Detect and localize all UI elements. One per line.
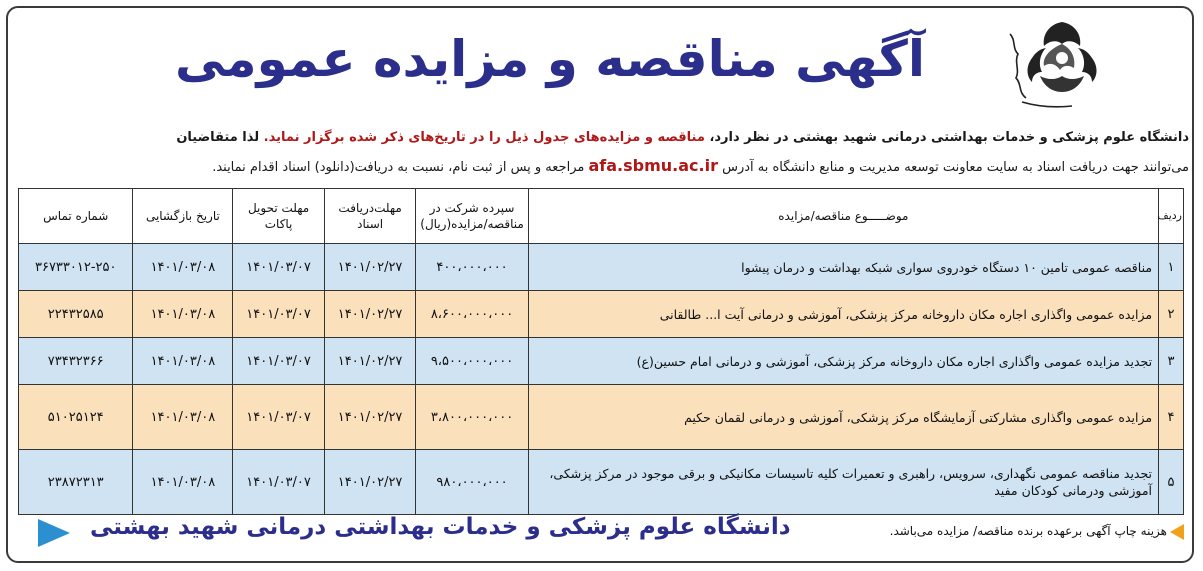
footer-university-name: دانشگاه علوم پزشکی و خدمات بهداشتی درمانی شهید بهشتی xyxy=(90,514,791,540)
intro-text-2a: می‌توانند جهت دریافت اسناد به سایت معاونت توسعه مدیریت و منابع دانشگاه به آدرس xyxy=(722,160,1189,175)
tenders-table xyxy=(18,188,1184,515)
footer-note: هزینه چاپ آگهی برعهده برنده مناقصه/ مزایده می‌باشد. xyxy=(889,524,1167,538)
row-phone: ۷۳۴۳۲۳۶۶ xyxy=(19,338,133,385)
row-opening-date: ۱۴۰۱/۰۳/۰۸ xyxy=(133,338,233,385)
intro-line-2 xyxy=(19,156,1189,178)
table-row xyxy=(19,291,1184,338)
header-subject: موضـــــوع مناقصه/مزایده xyxy=(528,189,1158,244)
row-index: ۱ xyxy=(1159,244,1184,291)
row-opening-date: ۱۴۰۱/۰۳/۰۸ xyxy=(133,450,233,515)
orange-triangle-icon xyxy=(1170,524,1184,540)
intro-line-1 xyxy=(19,128,1189,148)
row-subject: مزایده عمومی واگذاری مشارکتی آزمایشگاه مرکز پزشکی، آموزشی و درمانی لقمان حکیم xyxy=(528,385,1158,450)
table-row xyxy=(19,338,1184,385)
row-index: ۲ xyxy=(1159,291,1184,338)
row-subject: تجدید مزایده عمومی واگذاری اجاره مکان داروخانه مرکز پزشکی، آموزشی و درمانی امام حسین(ع) xyxy=(528,338,1158,385)
row-envelope-deadline: ۱۴۰۱/۰۳/۰۷ xyxy=(233,450,325,515)
row-opening-date: ۱۴۰۱/۰۳/۰۸ xyxy=(133,385,233,450)
row-subject: مناقصه عمومی تامین ۱۰ دستگاه خودروی سواری شبکه بهداشت و درمان پیشوا xyxy=(528,244,1158,291)
row-envelope-deadline: ۱۴۰۱/۰۳/۰۷ xyxy=(233,291,325,338)
row-index: ۵ xyxy=(1159,450,1184,515)
header-phone: شماره تماس xyxy=(19,189,133,244)
row-doc-deadline: ۱۴۰۱/۰۲/۲۷ xyxy=(324,291,416,338)
row-doc-deadline: ۱۴۰۱/۰۲/۲۷ xyxy=(324,244,416,291)
row-phone: ۳۶۷۳۳۰۱۲-۲۵۰ xyxy=(19,244,133,291)
row-envelope-deadline: ۱۴۰۱/۰۳/۰۷ xyxy=(233,338,325,385)
row-phone: ۲۳۸۷۲۳۱۳ xyxy=(19,450,133,515)
intro-text-2b: مراجعه و پس از ثبت نام، نسبت به دریافت(دانلود) اسناد اقدام نمایند. xyxy=(212,160,585,175)
intro-text-1c: لذا متقاضیان xyxy=(176,130,260,145)
row-subject: مزایده عمومی واگذاری اجاره مکان داروخانه مرکز پزشکی، آموزشی و درمانی آیت ا... طالقانی xyxy=(528,291,1158,338)
table-row xyxy=(19,385,1184,450)
header-deposit: سپرده شرکت در مناقصه/مزایده(ریال) xyxy=(416,189,528,244)
table-header-row xyxy=(19,189,1184,244)
header-envelope-deadline: مهلت تحویل پاکات xyxy=(233,189,325,244)
row-doc-deadline: ۱۴۰۱/۰۲/۲۷ xyxy=(324,338,416,385)
row-envelope-deadline: ۱۴۰۱/۰۳/۰۷ xyxy=(233,244,325,291)
intro-text-1a: دانشگاه علوم پزشکی و خدمات بهداشتی درمانی شهید بهشتی در نظر دارد، xyxy=(709,130,1189,145)
header-opening-date: تاریخ بازگشایی xyxy=(133,189,233,244)
row-phone: ۵۱۰۲۵۱۲۴ xyxy=(19,385,133,450)
header-doc-deadline: مهلت‌دریافت اسناد xyxy=(324,189,416,244)
row-index: ۳ xyxy=(1159,338,1184,385)
row-doc-deadline: ۱۴۰۱/۰۲/۲۷ xyxy=(324,385,416,450)
row-opening-date: ۱۴۰۱/۰۳/۰۸ xyxy=(133,244,233,291)
row-doc-deadline: ۱۴۰۱/۰۲/۲۷ xyxy=(324,450,416,515)
row-phone: ۲۲۴۳۲۵۸۵ xyxy=(19,291,133,338)
row-deposit: ۴۰۰،۰۰۰،۰۰۰ xyxy=(416,244,528,291)
table-row xyxy=(19,450,1184,515)
row-deposit: ۸،۶۰۰،۰۰۰،۰۰۰ xyxy=(416,291,528,338)
table-row xyxy=(19,244,1184,291)
row-deposit: ۹۸۰،۰۰۰،۰۰۰ xyxy=(416,450,528,515)
intro-highlight: مناقصه و مزایده‌های جدول ذیل را در تاریخ‌های ذکر شده برگزار نماید. xyxy=(263,130,705,145)
row-index: ۴ xyxy=(1159,385,1184,450)
website-link[interactable]: afa.sbmu.ac.ir xyxy=(588,156,718,175)
row-deposit: ۹،۵۰۰،۰۰۰،۰۰۰ xyxy=(416,338,528,385)
notice-title: آگهی مناقصه و مزایده عمومی xyxy=(175,30,925,88)
university-logo-icon xyxy=(1002,14,1098,114)
row-opening-date: ۱۴۰۱/۰۳/۰۸ xyxy=(133,291,233,338)
row-subject: تجدید مناقصه عمومی نگهداری، سرویس، راهبری و تعمیرات کلیه تاسیسات مکانیکی و برقی موجود در مرکز پزشکی، آموزشی ودرمانی کودکان مفید xyxy=(528,450,1158,515)
row-deposit: ۳،۸۰۰،۰۰۰،۰۰۰ xyxy=(416,385,528,450)
blue-arrow-icon xyxy=(38,519,70,547)
header-index: ردیف xyxy=(1159,189,1184,244)
row-envelope-deadline: ۱۴۰۱/۰۳/۰۷ xyxy=(233,385,325,450)
